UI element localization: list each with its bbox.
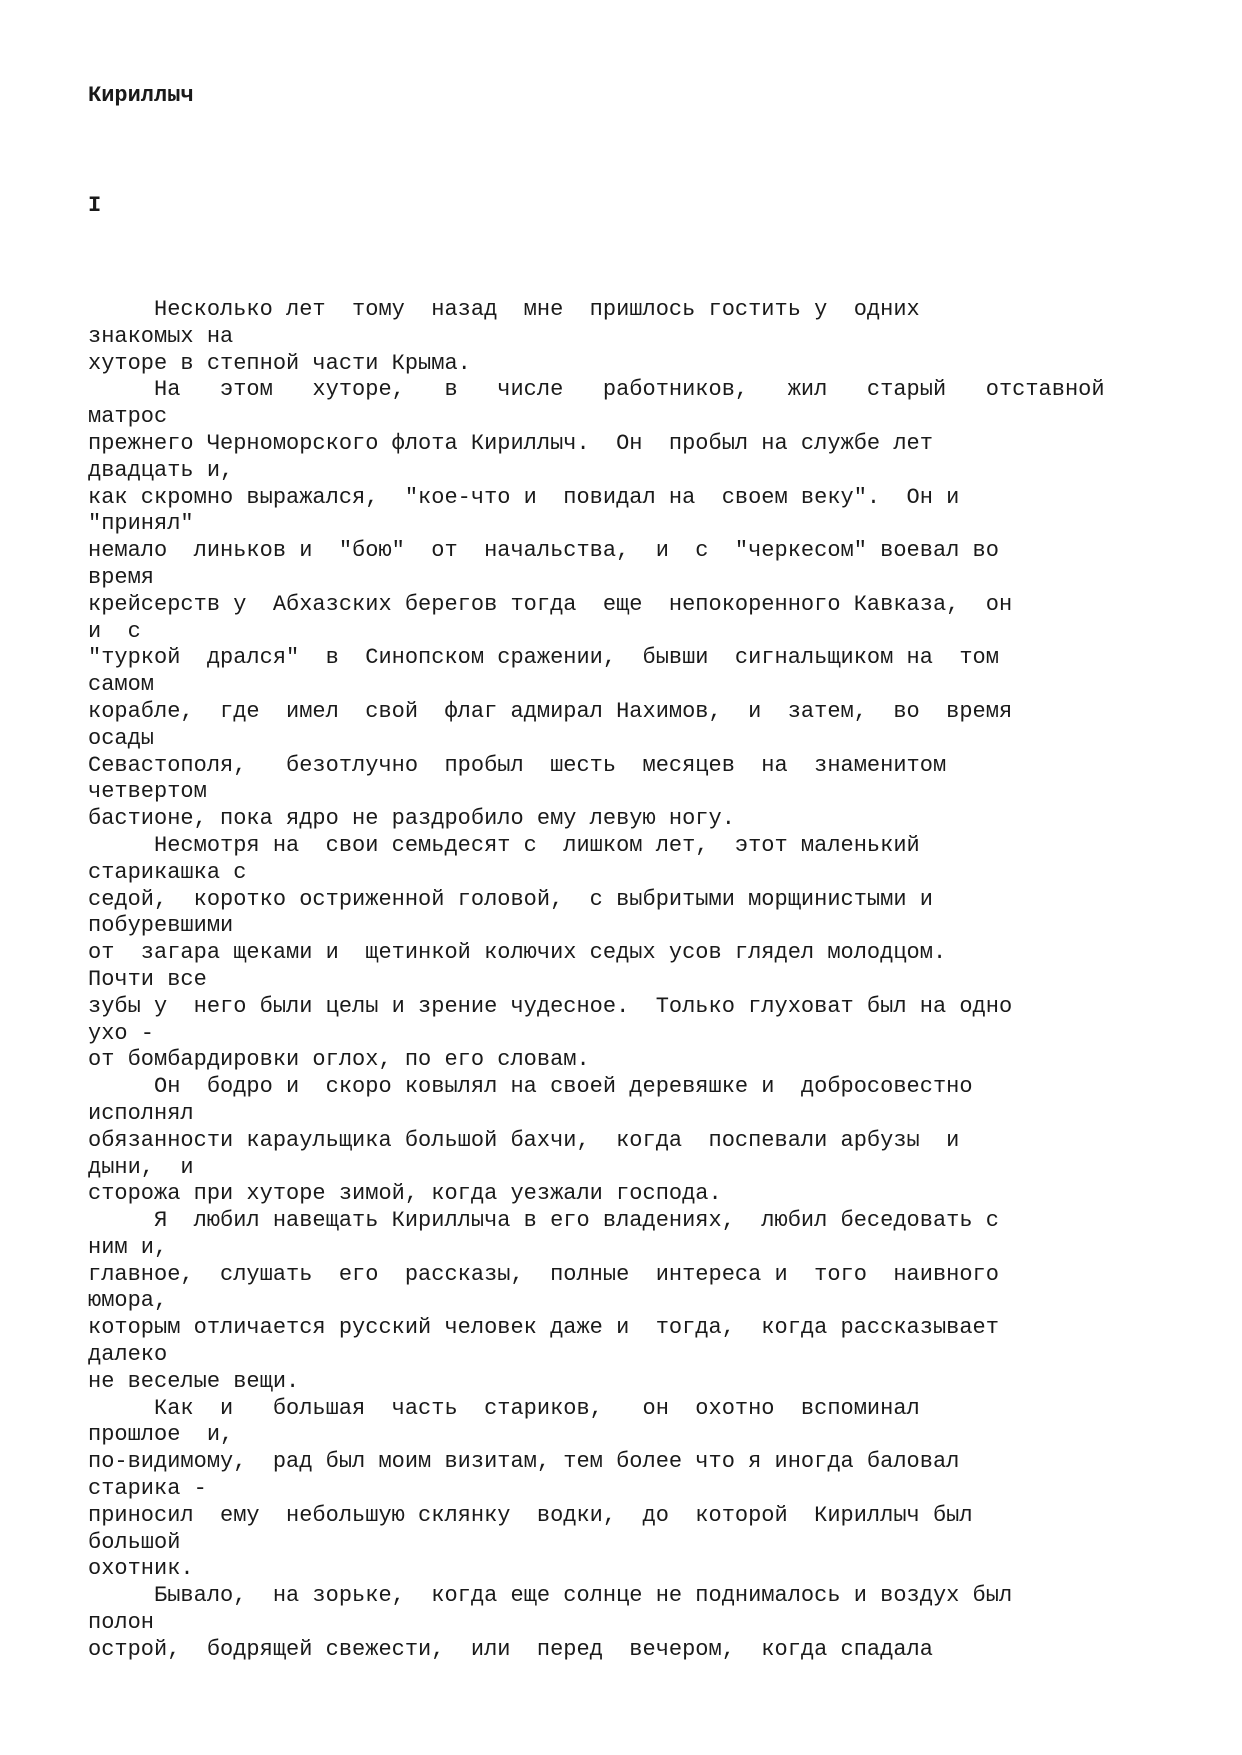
text-line: и с <box>88 618 141 644</box>
text-line: крейсерств у Абхазских берегов тогда еще непокоренного Кавказа, он <box>88 591 1013 617</box>
text-line: Севастополя, безотлучно пробыл шесть месяцев на знаменитом <box>88 752 947 778</box>
text-line: охотник. <box>88 1556 194 1582</box>
text-line: зубы у него были целы и зрение чудесное. Только глуховат был на одно <box>88 993 1013 1019</box>
text-line: побуревшими <box>88 913 234 939</box>
text-line: четвертом <box>88 779 207 805</box>
text-line: далеко <box>88 1342 168 1368</box>
text-line: главное, слушать его рассказы, полные интереса и того наивного <box>88 1261 999 1287</box>
text-line: самом <box>88 672 155 698</box>
text-line: Бывало, на зорьке, когда еще солнце не поднималось и воздух был <box>88 1583 1013 1609</box>
text-line: исполнял <box>88 1100 194 1126</box>
text-line: Я любил навещать Кириллыча в его владениях, любил беседовать с <box>88 1208 999 1234</box>
text-line: матрос <box>88 404 168 430</box>
text-line: знакомых на <box>88 323 234 349</box>
text-line: прежнего Черноморского флота Кириллыч. Он пробыл на службе лет <box>88 430 933 456</box>
text-line: приносил ему небольшую склянку водки, до которой Кириллыч был <box>88 1502 973 1528</box>
text-line: Почти все <box>88 966 207 992</box>
text-line: сторожа при хуторе зимой, когда уезжали господа. <box>88 1181 722 1207</box>
text-line: старика - <box>88 1476 207 1502</box>
text-line: старикашка с <box>88 859 247 885</box>
text-line: седой, коротко остриженной головой, с выбритыми морщинистыми и <box>88 886 933 912</box>
text-line: На этом хуторе, в числе работников, жил старый отставной <box>88 377 1105 403</box>
text-line: корабле, где имел свой флаг адмирал Нахимов, и затем, во время <box>88 698 1013 724</box>
text-line: юмора, <box>88 1288 168 1314</box>
text-line: как скромно выражался, "кое-что и повидал на своем веку". Он и <box>88 484 960 510</box>
text-line: не веселые вещи. <box>88 1368 300 1394</box>
text-line: от бомбардировки оглох, по его словам. <box>88 1047 590 1073</box>
text-line: прошлое и, <box>88 1422 234 1448</box>
text-line: Несмотря на свои семьдесят с лишком лет, этот маленький <box>88 832 920 858</box>
text-line: "туркой дрался" в Синопском сражении, бывши сигнальщиком на том <box>88 645 999 671</box>
text-line: полон <box>88 1610 155 1636</box>
text-line: бастионе, пока ядро не раздробило ему левую ногу. <box>88 806 735 832</box>
text-line: большой <box>88 1529 181 1555</box>
text-line: дыни, и <box>88 1154 194 1180</box>
text-line: немало линьков и "бою" от начальства, и с "черкесом" воевал во <box>88 538 999 564</box>
text-line: Несколько лет тому назад мне пришлось гостить у одних <box>88 297 920 322</box>
text-line: ним и, <box>88 1234 168 1260</box>
text-line: Он бодро и скоро ковылял на своей деревяшке и добросовестно <box>88 1074 973 1100</box>
text-line: острой, бодрящей свежести, или перед вечером, когда спадала <box>88 1636 933 1662</box>
text-line: по-видимому, рад был моим визитам, тем более что я иногда баловал <box>88 1449 960 1475</box>
text-line: обязанности караульщика большой бахчи, когда поспевали арбузы и <box>88 1127 960 1153</box>
text-line: двадцать и, <box>88 457 234 483</box>
text-line: ухо - <box>88 1020 155 1046</box>
text-line: которым отличается русский человек даже и тогда, когда рассказывает <box>88 1315 999 1341</box>
chapter-heading: I <box>88 193 102 218</box>
text-line: осады <box>88 725 155 751</box>
text-line: хуторе в степной части Крыма. <box>88 350 471 376</box>
text-line: Как и большая часть стариков, он охотно вспоминал <box>88 1395 920 1421</box>
document-title: Кириллыч <box>88 83 194 108</box>
body-text <box>88 297 1208 1664</box>
text-line: "принял" <box>88 511 194 537</box>
text-line: время <box>88 564 155 590</box>
text-line: от загара щеками и щетинкой колючих седых усов глядел молодцом. <box>88 940 947 966</box>
